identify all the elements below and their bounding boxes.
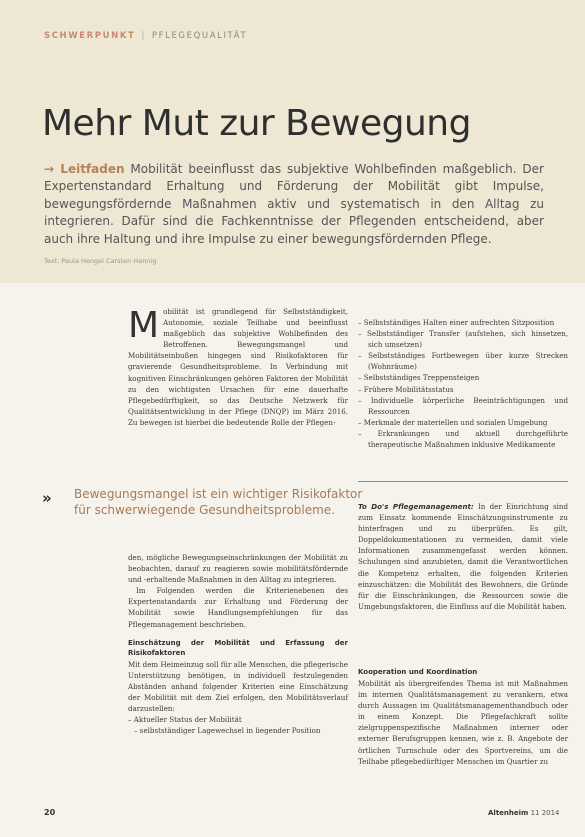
section-subhead: Einschätzung der Mobilität und Erfassung der Risikofaktoren	[128, 638, 348, 657]
column-right-top	[358, 317, 568, 450]
lead-tag: → Leitfaden	[44, 162, 125, 176]
magazine-name: Altenheim	[488, 809, 529, 817]
article-title: Mehr Mut zur Bewegung	[42, 103, 471, 144]
section-subhead: Kooperation und Koordination	[358, 668, 478, 676]
kicker-category: PFLEGEQUALITÄT	[151, 31, 248, 41]
list-item: – Merkmale der materiellen und sozialen Umgebung	[358, 417, 548, 427]
header-band	[0, 0, 585, 283]
section-kicker	[44, 31, 247, 41]
column-left-top	[128, 306, 348, 428]
todo-text: In der Einrichtung sind zum Einsatz kommende Einschätzungsinstrumente zu hinterfragen und zu überprüfen. Es gilt, Doppeldokumentationen zu vermeiden, damit viele Informationen zusammengefasst werden können. Schulungen sind anzubieten, damit die Verantwortlichen die Kompetenz erhalten, die folgenden Kriterien einzuschätzen: die Mobilität des Bewohners, die Gründe für die Einschränkungen, die Ressourcen sowie die Umgebungsfaktoren, die Einfluss auf die Mobilität haben.	[358, 502, 568, 611]
list-item: – Individuelle körperliche Beeinträchtigungen und Ressourcen	[358, 395, 568, 416]
body-paragraph: Im Folgenden werden die Kriterienebenen des Expertenstandards zur Erhaltung und Förderung der Mobilität sowie Handlungsempfehlungen für das Pflegemanagement beschrieben.	[128, 586, 348, 629]
criteria-list	[358, 317, 568, 450]
list-item: – Erkrankungen und aktuell durchgeführte therapeutische Maßnahmen inklusive Medikamente	[358, 428, 568, 450]
body-paragraph: Mit dem Heimeinzug soll für alle Menschen, die pflegerische Unterstützung benötigen, in individuell festzulegenden Abständen anhand folgender Kriterien eine Einschätzung der Mobilität mit dem Ziel erfolgen, den Mobilitätsverlauf darzustellen:	[128, 659, 348, 714]
lead-text: Mobilität beeinflusst das subjektive Wohlbefinden maßgeblich. Der Expertenstandard Erhaltung und Förderung der Mobilität gibt Impulse, bewegungsfördernde Maßnahmen aktiv und systematisch in den Alltag zu integrieren. Dafür sind die Fachkenntnisse der Pflegenden entscheidend, aber auch ihre Haltung und ihre Impulse zu einer bewegungsfördernden Pflege.	[44, 162, 544, 246]
list-item: – Aktueller Status der Mobilität	[128, 715, 242, 725]
column-divider	[358, 481, 568, 482]
pull-quote-text: Bewegungsmangel ist ein wichtiger Risikofaktor für schwerwiegende Gesundheitsprobleme.	[74, 487, 363, 517]
column-right-bottom	[358, 667, 568, 767]
kicker-section: SCHWERPUNKT	[44, 31, 136, 41]
column-left-bottom	[128, 552, 348, 736]
todo-paragraph	[358, 501, 568, 612]
page-number: 20	[44, 808, 56, 817]
author-credit: Text: Paula Hengel Carsten Hennig	[44, 257, 157, 265]
todo-label: To Do's Pflegemanagement:	[358, 502, 474, 511]
magazine-footer	[488, 809, 560, 817]
double-chevron-icon: »	[42, 489, 48, 507]
drop-cap: M	[128, 305, 160, 346]
list-item: – Selbstständiges Fortbewegen über kurze Strecken (Wohnräume)	[358, 351, 568, 372]
criteria-list	[128, 714, 348, 736]
column-right-todo	[358, 501, 568, 612]
kicker-separator: |	[141, 31, 146, 41]
list-item: – Selbstständiger Transfer (aufstehen, sich hinsetzen, sich umsetzen)	[358, 329, 568, 350]
article-lead	[44, 161, 544, 248]
body-paragraph: obilität ist grundlegend für Selbstständigkeit, Autonomie, soziale Teilhabe und beeinflusst maßgeblich das subjektive Wohlbefinden des Betroffenen. Bewegungsmangel und Mobilitätseinbußen hingegen sind Risikofaktoren für gravierende Gesundheitsprobleme. In Verbindung mit kognitiven Einschränkungen gehören Faktoren der Mobilität zu den wichtigsten Ursachen für eine dauerhafte Pflegebedürftigkeit, so das Deutsche Netzwerk für Qualitätsentwicklung in der Pflege (DNQP) im März 2016. Zu bewegen ist hierbei die bedeutende Rolle der Pflegen-	[128, 307, 348, 427]
list-item: – Frühere Mobilitätsstatus	[358, 384, 454, 394]
magazine-issue: 11 2014	[530, 809, 560, 817]
body-paragraph: Mobilität als übergreifendes Thema ist mit Maßnahmen im internen Qualitätsmanagement zu verankern, etwa durch Aussagen im Qualitätsmanagementhandbuch oder in einem Konzept. Die Pflegefachkraft sollte zielgruppenspezifische Maßnahmen interner oder externer Berufsgruppen kennen, wie z. B. Angebote der örtlichen Turnschule oder des Sportvereins, um die Teilhabe pflegebedürftiger Menschen im Quartier zu	[358, 679, 568, 766]
body-paragraph: den, mögliche Bewegungseinschränkungen der Mobilität zu beobachten, darauf zu reagieren sowie mobilitätsfördernde und -erhaltende Maßnahmen in den Alltag zu integrieren.	[128, 553, 348, 585]
list-item: – selbstständiger Lagewechsel in liegender Position	[134, 726, 321, 736]
list-item: – Selbstständiges Halten einer aufrechten Sitzposition	[358, 318, 555, 327]
list-item: – Selbstständiges Treppensteigen	[358, 373, 480, 383]
